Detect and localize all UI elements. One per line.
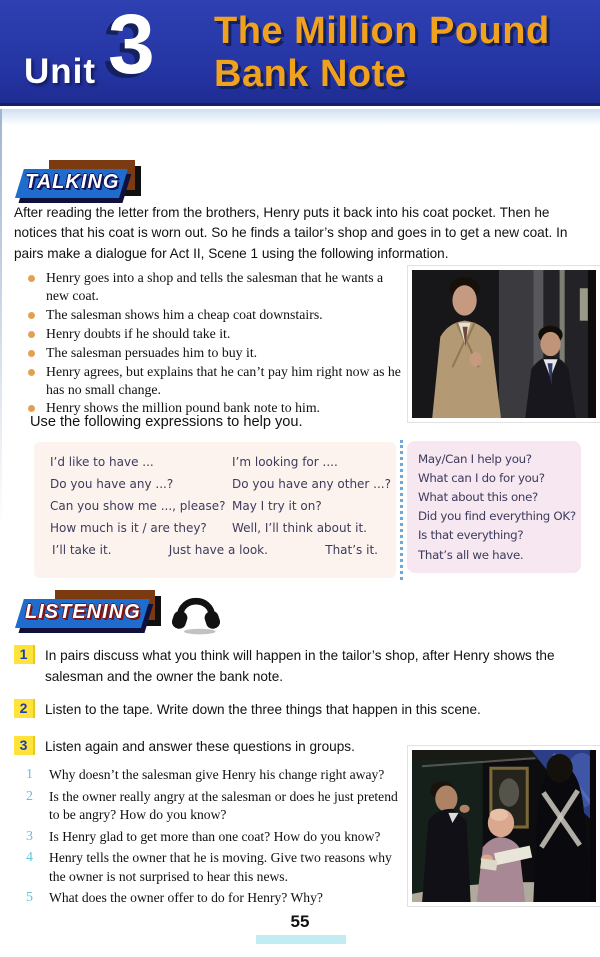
- photo-illustration: [412, 270, 596, 418]
- photo-illustration: [412, 750, 596, 902]
- expression: Can you show me ..., please?: [50, 499, 226, 513]
- bullet-text: The salesman persuades him to buy it.: [46, 344, 258, 360]
- task-text: In pairs discuss what you think will happen in the tailor’s shop, after Henry shows the salesman and the owner the bank note.: [45, 648, 555, 685]
- list-item: [28, 325, 406, 343]
- listening-questions-list: [26, 766, 410, 911]
- expression: What about this one?: [418, 490, 539, 505]
- question-text: Is the owner really angry at the salesman or does he just pretend to be angry? How do you know?: [49, 788, 398, 823]
- bullet-icon: [28, 363, 46, 399]
- unit-title-line2: Bank Note: [214, 52, 407, 95]
- expressions-intro-line: Use the following expressions to help you.: [30, 414, 303, 430]
- expression: Is that everything?: [418, 528, 524, 543]
- expression: Did you find everything OK?: [418, 509, 576, 524]
- unit-title-line1: The Million Pound: [214, 10, 550, 52]
- question-number: 4: [26, 850, 33, 866]
- question-number: 3: [26, 828, 33, 844]
- bullet-icon: [28, 269, 46, 305]
- unit-label: Unit: [24, 52, 97, 91]
- expression: How much is it / are they?: [50, 521, 207, 535]
- page-edge-line: [0, 109, 2, 529]
- expression: That’s it.: [325, 543, 378, 557]
- headphones-icon: [168, 586, 224, 641]
- question-item: [26, 766, 410, 785]
- question-number: 1: [26, 767, 33, 782]
- question-item: [26, 849, 410, 886]
- bullet-text: Henry agrees, but explains that he can’t pay him right now as he has no small change.: [46, 363, 401, 397]
- task-number-badge: 3: [14, 736, 33, 755]
- photo-tailor-shop-scene1: [408, 266, 600, 422]
- bullet-text: Henry goes into a shop and tells the salesman that he wants a new coat.: [46, 270, 384, 303]
- expression: Do you have any other ...?: [232, 477, 391, 491]
- banner-fade: [0, 109, 600, 125]
- question-number: 2: [26, 788, 33, 804]
- question-item: [26, 788, 410, 825]
- dialogue-points-list: [28, 269, 406, 418]
- bullet-icon: [28, 344, 46, 362]
- question-text: Why doesn’t the salesman give Henry his change right away?: [49, 767, 385, 782]
- talking-section-label: TALKING: [25, 171, 120, 193]
- page-number-underline: [256, 935, 346, 944]
- talking-section-header: [15, 160, 155, 206]
- question-text: What does the owner offer to do for Henry? Why?: [49, 890, 323, 906]
- expression: What can I do for you?: [418, 471, 545, 486]
- customer-expressions-box: [34, 442, 396, 578]
- bullet-icon: [28, 306, 46, 324]
- list-item: [28, 363, 406, 399]
- listening-task: [14, 699, 592, 720]
- expression: I’m looking for ....: [232, 455, 338, 469]
- listening-task: [14, 645, 592, 687]
- bullet-text: Henry shows the million pound bank note to him.: [46, 400, 320, 416]
- expression: Just have a look.: [168, 543, 268, 557]
- list-item: [28, 344, 406, 362]
- task-number-badge: 1: [14, 645, 33, 664]
- expression: May/Can I help you?: [418, 452, 532, 466]
- expressions-bottom-row: [50, 535, 396, 557]
- expressions-grid: [50, 455, 396, 535]
- expression: I’d like to have ...: [50, 455, 154, 469]
- expression: May I try it on?: [232, 499, 322, 513]
- question-item: [26, 828, 410, 847]
- page-number: 55: [290, 912, 310, 931]
- listening-section-header: [15, 590, 175, 636]
- question-number: 5: [26, 890, 33, 906]
- unit-title: [214, 10, 550, 95]
- listening-section-label: LISTENING: [25, 601, 141, 623]
- talking-intro-paragraph: After reading the letter from the brothers, Henry puts it back into his coat pocket. Then he notices that his coat is worn out. So he finds a tailor’s shop and goes in to get a new coat. In pairs make a dialogue for Act II, Scene 1 using the following information.: [14, 205, 568, 261]
- unit-banner: [0, 0, 600, 106]
- expression: Well, I’ll think about it.: [232, 521, 367, 535]
- bullet-text: The salesman shows him a cheap coat downstairs.: [46, 306, 323, 322]
- dotted-divider: [400, 440, 403, 580]
- task-text: Listen to the tape. Write down the three things that happen in this scene.: [45, 702, 481, 717]
- photo-tailor-shop-scene2: [408, 746, 600, 906]
- expression: I’ll take it.: [52, 543, 112, 557]
- task-text: Listen again and answer these questions in groups.: [45, 739, 355, 754]
- question-text: Is Henry glad to get more than one coat? How do you know?: [49, 828, 381, 844]
- salesman-expressions-box: [407, 441, 581, 573]
- list-item: [28, 306, 406, 324]
- bullet-icon: [28, 325, 46, 343]
- expression: Do you have any ...?: [50, 477, 174, 491]
- bullet-text: Henry doubts if he should take it.: [46, 325, 231, 341]
- list-item: [28, 269, 406, 305]
- expression: That’s all we have.: [418, 547, 524, 562]
- task-number-badge: 2: [14, 699, 33, 718]
- question-item: [26, 889, 410, 908]
- question-text: Henry tells the owner that he is moving. Give two reasons why the owner is not surprised to hear this news.: [49, 850, 392, 884]
- unit-number: 3: [108, 0, 155, 91]
